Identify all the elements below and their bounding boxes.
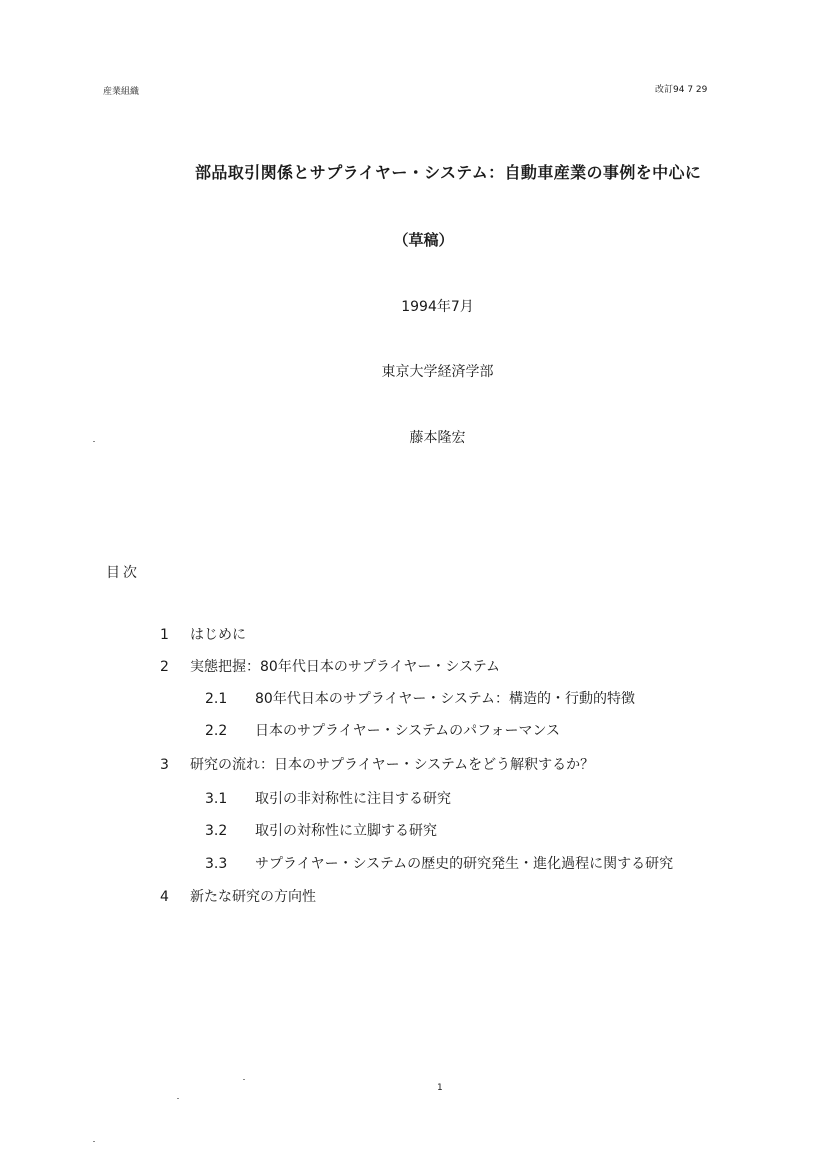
toc-item-number: 3.3 — [205, 856, 228, 872]
toc-item-text: 80年代日本のサプライヤー・システム：構造的・行動的特徴 — [255, 691, 635, 707]
toc-item — [160, 754, 594, 774]
page-number: 1 — [437, 1083, 443, 1093]
toc-subitem — [205, 688, 635, 708]
toc-item-text: 取引の対称性に立脚する研究 — [255, 823, 437, 839]
publication-date: 1994年7月 — [401, 299, 474, 315]
scan-speck — [93, 441, 95, 442]
toc-item-text: サプライヤー・システムの歴史的研究発生・進化過程に関する研究 — [255, 856, 674, 872]
toc-item — [160, 886, 316, 906]
toc-item-number: 3 — [160, 757, 169, 773]
scan-speck — [177, 1098, 179, 1099]
toc-item-text: 新たな研究の方向性 — [190, 889, 316, 905]
toc-item-number: 2 — [160, 659, 169, 675]
toc-item-text: 研究の流れ：日本のサプライヤー・システムをどう解釈するか？ — [190, 757, 595, 773]
toc-item-number: 4 — [160, 889, 169, 905]
toc-item-number: 2.1 — [205, 691, 228, 707]
toc-heading: 目次 — [106, 565, 140, 581]
header-revision-date: 改訂94 7 29 — [655, 85, 708, 95]
toc-item — [160, 624, 246, 644]
toc-subitem — [205, 853, 673, 873]
affiliation: 東京大学経済学部 — [381, 364, 494, 380]
scan-speck — [243, 1079, 245, 1080]
toc-item-number: 3.2 — [205, 823, 228, 839]
toc-subitem — [205, 720, 560, 740]
draft-label: （草稿） — [393, 231, 454, 249]
toc-item-number: 3.1 — [205, 791, 228, 807]
toc-item-text: 実態把握：80年代日本のサプライヤー・システム — [190, 659, 500, 675]
toc-item-text: 日本のサプライヤー・システムのパフォーマンス — [255, 723, 561, 739]
author-name: 藤本隆宏 — [409, 430, 466, 446]
toc-item — [160, 656, 500, 676]
toc-item-number: 1 — [160, 627, 169, 643]
toc-subitem — [205, 788, 451, 808]
toc-item-text: 取引の非対称性に注目する研究 — [255, 791, 451, 807]
toc-subitem — [205, 820, 437, 840]
toc-item-text: はじめに — [190, 627, 246, 643]
document-title: 部品取引関係とサプライヤー・システム：自動車産業の事例を中心に — [195, 163, 702, 182]
toc-item-number: 2.2 — [205, 723, 228, 739]
header-category: 産業組織 — [103, 87, 140, 97]
scan-speck — [93, 1141, 95, 1142]
